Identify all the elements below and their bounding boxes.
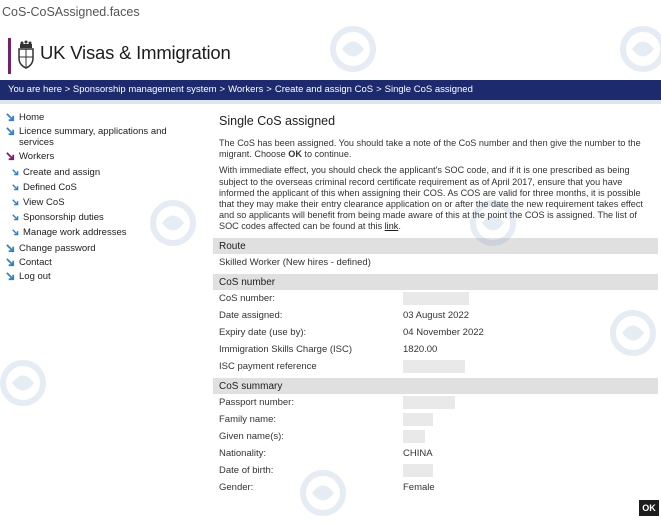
soc-notice-text: [219, 165, 654, 232]
field-value: CHINA: [403, 447, 433, 459]
watermark-icon: [620, 26, 661, 72]
cos-summary-heading: CoS summary: [213, 378, 658, 394]
sidebar-subitem-label[interactable]: View CoS: [23, 197, 65, 208]
arrow-icon: [12, 229, 19, 236]
sidebar-nav: [6, 112, 201, 285]
route-heading: Route: [213, 238, 658, 254]
intro-text-start: The CoS has been assigned. You should take a note of the CoS number and then give the number to the migrant. Choose: [219, 138, 641, 160]
sidebar-item-home[interactable]: [6, 112, 201, 123]
arrow-icon: [12, 184, 19, 191]
sidebar-item-label[interactable]: Change password: [19, 243, 96, 254]
field-label: Date assigned:: [219, 309, 283, 321]
table-row: [213, 479, 658, 496]
redacted-cos-number: [403, 292, 469, 305]
redacted-isc-reference: [403, 360, 465, 373]
arrow-icon: [6, 127, 15, 136]
field-label: Family name:: [219, 413, 277, 425]
field-label: ISC payment reference: [219, 360, 317, 372]
table-row: [213, 411, 658, 428]
field-value: 1820.00: [403, 343, 438, 355]
sidebar-item-contact[interactable]: [6, 257, 201, 268]
breadcrumb-current: Single CoS assigned: [384, 84, 473, 95]
breadcrumb-separator: >: [266, 84, 272, 95]
intro-ok-bold: OK: [288, 149, 302, 160]
field-value: 03 August 2022: [403, 309, 470, 321]
field-label: Gender:: [219, 481, 254, 493]
breadcrumb-separator: >: [219, 84, 226, 95]
arrow-icon: [12, 199, 19, 206]
arrow-icon: [6, 113, 15, 122]
sidebar-subitem-label[interactable]: Defined CoS: [23, 182, 77, 193]
intro-text: [219, 138, 654, 160]
watermark-icon: [330, 26, 376, 72]
sidebar-subitem-label[interactable]: Create and assign: [23, 167, 101, 178]
intro-text-end: to continue.: [301, 149, 352, 160]
breadcrumb-link-workers[interactable]: Workers: [228, 84, 264, 95]
arrow-icon: [6, 272, 15, 281]
field-label: Date of birth:: [219, 464, 274, 476]
redacted-date-of-birth: [403, 464, 433, 477]
route-row: [213, 254, 658, 271]
watermark-icon: [300, 470, 346, 516]
royal-crest-icon: [16, 40, 36, 70]
route-value: Skilled Worker (New hires - defined): [219, 256, 371, 268]
breadcrumb-prefix: You are here >: [8, 84, 71, 95]
redacted-passport-number: [403, 396, 455, 409]
redacted-given-names: [403, 430, 425, 443]
header-accent-bar: [8, 38, 11, 74]
field-label: Nationality:: [219, 447, 266, 459]
table-row: [213, 428, 658, 445]
table-row: [213, 307, 658, 324]
main-content: [213, 104, 658, 496]
field-label: Immigration Skills Charge (ISC): [219, 343, 353, 355]
page-title: Single CoS assigned: [219, 114, 336, 128]
table-row: [213, 462, 658, 479]
breadcrumb-separator: >: [376, 84, 382, 95]
soc-codes-link[interactable]: link: [384, 221, 399, 232]
arrow-icon: [6, 244, 15, 253]
sidebar-subitem-label[interactable]: Manage work addresses: [23, 227, 127, 238]
sidebar-item-label[interactable]: Contact: [19, 257, 52, 268]
ok-button[interactable]: OK: [639, 500, 659, 516]
site-title: UK Visas & Immigration: [40, 42, 231, 63]
arrow-icon: [12, 214, 19, 221]
redacted-family-name: [403, 413, 433, 426]
breadcrumb-link-create-assign[interactable]: Create and assign CoS: [274, 84, 374, 95]
watermark-icon: [610, 310, 656, 356]
field-label: Passport number:: [219, 396, 294, 408]
soc-notice-end: .: [398, 221, 401, 232]
sidebar-item-licence-summary[interactable]: [6, 126, 201, 148]
sidebar-item-label[interactable]: Workers: [19, 151, 55, 162]
table-row: [213, 290, 658, 307]
breadcrumb: [0, 80, 661, 100]
sidebar-item-label[interactable]: Licence summary, applications and services: [19, 126, 167, 148]
sidebar-item-label[interactable]: Home: [19, 112, 45, 123]
window-title: CoS-CoSAssigned.faces: [0, 0, 661, 24]
cos-number-heading: CoS number: [213, 274, 658, 290]
soc-notice-body: With immediate effect, you should check the applicant's SOC code, and if it is one prescribed as being subject to the overseas criminal record certificate requirement as of April 2017, ensure that you have informed the applicant of this when assigning their COS. As COS are valid for three months, it is possible that they may make their entry clearance application on or after the date the new requirement takes effect and so applicants will benefit from being made aware of this at the point the COS is assigned. The list of SOC codes affected can be found at this: [219, 165, 643, 232]
table-row: [213, 341, 658, 358]
watermark-icon: [150, 200, 196, 246]
breadcrumb-link-sms[interactable]: Sponsorship management system: [72, 84, 217, 95]
table-row: [213, 394, 658, 411]
field-label: CoS number:: [219, 292, 275, 304]
arrow-icon: [6, 258, 15, 267]
arrow-icon: [12, 169, 19, 176]
watermark-icon: [470, 200, 516, 246]
sidebar-item-workers[interactable]: [6, 151, 201, 162]
sidebar-subitem-label[interactable]: Sponsorship duties: [23, 212, 104, 223]
field-label: Given name(s):: [219, 430, 284, 442]
sidebar-item-logout[interactable]: [6, 271, 201, 282]
table-row: [213, 324, 658, 341]
table-row: [213, 358, 658, 375]
sidebar-subitem-create-assign[interactable]: [12, 167, 201, 178]
table-row: [213, 445, 658, 462]
sidebar-subitem-defined-cos[interactable]: [12, 182, 201, 193]
sidebar-item-label[interactable]: Log out: [19, 271, 51, 282]
field-value: 04 November 2022: [403, 326, 484, 338]
field-value: Female: [403, 481, 435, 493]
arrow-icon: [6, 152, 15, 161]
watermark-icon: [0, 360, 46, 406]
field-label: Expiry date (use by):: [219, 326, 307, 338]
